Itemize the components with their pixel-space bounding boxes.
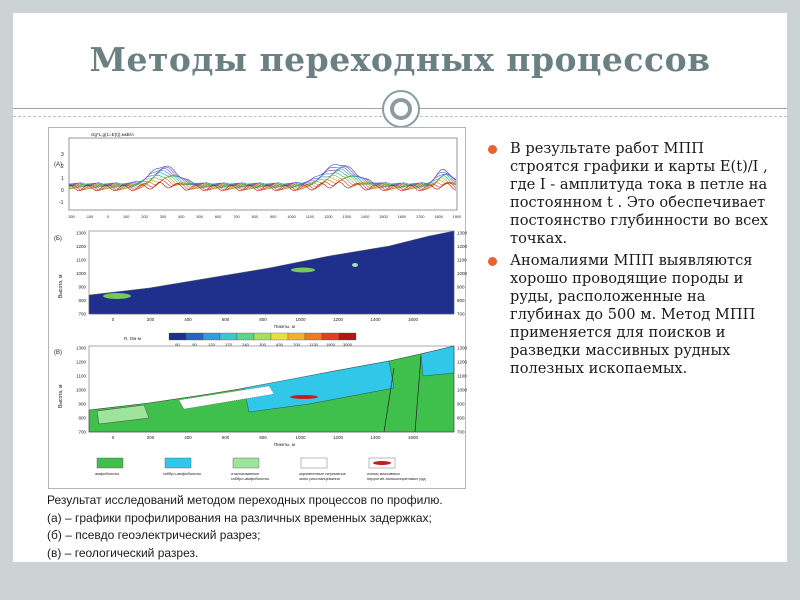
pseudo-anomaly-1: [103, 293, 131, 299]
caption-line: (а) – графики профилирования на различных временных задержках;: [47, 510, 432, 525]
ytick-right: 700: [457, 429, 465, 435]
panel-a-xtick: 1500: [379, 215, 388, 219]
svg-text:3: 3: [61, 152, 64, 158]
bullet-dot-icon: [488, 257, 497, 266]
colorbar-value: 120: [208, 342, 215, 347]
footer-bar: [13, 562, 787, 585]
ytick-left: 1300: [75, 345, 86, 351]
title-divider-dotted-left: [13, 116, 382, 117]
title-divider-left: [13, 108, 382, 109]
legend-swatch: [233, 458, 259, 468]
ytick-right: 1100: [457, 257, 467, 263]
ytick-right: 800: [457, 298, 465, 303]
xtick: 1400: [370, 435, 381, 440]
panel-b-xlabel: Пикеты, м: [274, 324, 296, 329]
panel-b-ylabel: Высота, м: [58, 274, 64, 298]
panel-a-xtick: 900: [270, 215, 277, 219]
svg-text:1: 1: [61, 176, 64, 182]
pseudo-anomaly-2: [291, 268, 315, 273]
panel-a-xtick: 1100: [305, 215, 315, 219]
ytick-right: 900: [457, 401, 465, 407]
panel-c-label: (В): [54, 350, 62, 356]
ytick-right: 900: [457, 284, 465, 290]
panel-c-xticks: [112, 435, 419, 440]
panel-a-xtick: 1000: [287, 215, 296, 219]
xtick: 800: [259, 317, 267, 322]
xtick: 600: [221, 435, 230, 440]
ytick-right: 1200: [457, 359, 468, 365]
colorbar-swatch: [271, 333, 288, 340]
ytick-right: 1300: [457, 345, 468, 351]
xtick: 1600: [407, 317, 419, 322]
panel-b-yticks-right: [457, 231, 468, 317]
caption-line: Результат исследований методом переходных процессов по профилю.: [47, 493, 443, 507]
xtick: 1400: [370, 317, 381, 322]
legend-ore-mark: [373, 461, 391, 465]
pseudo-anomaly-3: [352, 263, 358, 267]
ytick-left: 700: [78, 311, 86, 317]
colorbar-value: 3000: [343, 342, 352, 347]
svg-text:0: 0: [61, 188, 64, 194]
geology-legend: [95, 458, 426, 481]
legend-label: габбро-амфиболиты: [163, 471, 202, 476]
panel-a-xtick: 800: [251, 215, 258, 219]
geo-ore-lens: [290, 395, 318, 399]
title-divider-right: [420, 108, 787, 109]
colorbar-swatch: [339, 333, 356, 340]
panel-b-xticks: [112, 317, 419, 322]
profile-figure: [48, 127, 466, 489]
bullet-list: [488, 140, 773, 382]
xtick: 200: [146, 317, 155, 322]
svg-text:2: 2: [61, 164, 64, 170]
colorbar-swatch: [169, 333, 186, 340]
panel-a-curve: [69, 165, 456, 186]
colorbar-swatch: [203, 333, 220, 340]
colorbar-value: 170: [225, 342, 232, 347]
ytick-left: 800: [78, 415, 86, 421]
colorbar-value: 90: [192, 342, 197, 347]
legend-label: амфиболиты: [95, 471, 120, 476]
geo-gabbro-layer-2: [421, 346, 454, 376]
xtick: 0: [111, 435, 115, 440]
panel-a-plot-frame: [69, 138, 457, 210]
ytick-left: 700: [78, 429, 86, 435]
bullet-text: В результате работ МПП строятся графики и карты E(t)/I , где I - амплитуда тока в петле на постоянном t . Это обеспечивает постоянство глубинности во всех точках.: [510, 140, 769, 247]
colorbar-swatch: [254, 333, 271, 340]
colorbar-swatch: [288, 333, 305, 340]
panel-a-curve: [69, 166, 456, 185]
ytick-right: 1100: [457, 373, 467, 379]
ytick-left: 800: [78, 298, 86, 303]
legend-label: оталькованные габбро-амфиболиты: [231, 471, 270, 481]
panel-b-label: (Б): [54, 236, 62, 242]
panel-a-xtick: 0: [106, 215, 109, 219]
colorbar-swatch: [186, 333, 203, 340]
xtick: 1600: [407, 435, 419, 440]
bullet-text: Аномалиями МПП выявляются хорошо проводящие породы и руды, расположенные на глубинах до 500 м. Метод МПП применяется для поисков и разведки массивных рудных полезных ископаемых.: [510, 252, 756, 377]
bullet-item: [488, 252, 773, 378]
ytick-right: 1300: [457, 230, 468, 236]
panel-a-xtick: 1900: [452, 215, 462, 219]
ytick-left: 900: [78, 401, 86, 407]
panel-a-xtick: 500: [196, 215, 203, 219]
ytick-left: 1200: [75, 359, 86, 365]
panel-a-xtick: 200: [141, 215, 148, 219]
xtick: 400: [184, 317, 192, 322]
panel-a-ylabel: ctg*L,g(1=E(t)),мкВ/А: [91, 132, 134, 137]
ytick-right: 1000: [457, 271, 468, 276]
profile-figure-svg: [49, 128, 467, 490]
ytick-left: 1100: [76, 373, 86, 379]
panel-a-xtick: -300: [67, 215, 75, 219]
colorbar-value: 300: [259, 342, 266, 347]
panel-a-xtick: 700: [233, 215, 240, 219]
panel-a-xtick: 100: [122, 215, 130, 219]
colorbar-value: 700: [293, 342, 300, 347]
panel-c-yticks-right: [457, 346, 468, 435]
panel-c-xlabel: Пикеты, м: [274, 442, 296, 447]
caption-line: (б) – псевдо геоэлектрический разрез;: [47, 528, 261, 542]
resistivity-colorbar: [169, 333, 356, 347]
title-divider-dotted-right: [420, 116, 787, 117]
ytick-left: 1000: [75, 271, 86, 276]
ytick-left: 1300: [75, 230, 86, 236]
legend-swatch: [165, 458, 191, 468]
xtick: 400: [184, 435, 192, 440]
xtick: 200: [146, 435, 155, 440]
ytick-left: 1200: [75, 244, 86, 249]
legend-label: линзы массивных пирротин-халькопиритовых руд: [367, 471, 426, 481]
colorbar-value: 430: [276, 342, 283, 347]
colorbar-swatch: [220, 333, 237, 340]
bullet-dot-icon: [488, 145, 497, 154]
panel-a-xtick: 1400: [360, 215, 370, 219]
panel-a-curves: [69, 165, 456, 192]
legend-label: окремненные перемятые зоны рассланцевания: [299, 471, 346, 481]
xtick: 1000: [295, 317, 306, 322]
colorbar-value: 240: [242, 342, 249, 347]
panel-b-yticks: [76, 231, 87, 317]
panel-a-xtick: 300: [159, 215, 167, 219]
panel-a-xtick: 1600: [397, 215, 407, 219]
slide-title: Методы переходных процессов: [89, 40, 711, 79]
colorbar-swatch: [237, 333, 254, 340]
xtick: 1200: [332, 435, 344, 440]
xtick: 0: [111, 317, 115, 322]
panel-a-xtick: 400: [178, 215, 185, 219]
xtick: 1000: [295, 435, 306, 440]
ring-ornament-icon: [382, 90, 420, 128]
legend-swatch: [97, 458, 123, 468]
pseudo-section-body: [89, 231, 454, 314]
svg-text:-1: -1: [59, 200, 64, 206]
panel-a-xticks: [67, 215, 461, 219]
ytick-right: 1200: [457, 244, 468, 249]
xtick: 600: [221, 317, 230, 322]
colorbar-swatch: [305, 333, 322, 340]
xtick: 1200: [332, 317, 344, 322]
panel-c-yticks: [76, 346, 87, 435]
panel-a-xtick: 1200: [324, 215, 333, 219]
ytick-left: 1100: [76, 257, 86, 263]
ytick-right: 800: [457, 415, 465, 421]
colorbar-value: 1130: [309, 342, 318, 347]
ytick-right: 1000: [457, 387, 468, 393]
ytick-left: 1000: [75, 387, 86, 393]
caption-line: (в) – геологический разрез.: [47, 545, 199, 560]
panel-a-yticks: [59, 152, 64, 206]
colorbar-swatch: [322, 333, 339, 340]
xtick: 800: [259, 435, 267, 440]
figure-caption: [47, 492, 567, 562]
ytick-left: 900: [78, 284, 86, 290]
colorbar-value: 1900: [326, 342, 335, 347]
panel-a-xtick: 600: [214, 215, 222, 219]
bullet-item: [488, 140, 773, 248]
ytick-right: 700: [457, 311, 465, 317]
panel-c-ylabel: Высота, м: [58, 384, 64, 408]
legend-swatch: [301, 458, 327, 468]
colorbar-value: 60: [175, 342, 180, 347]
panel-a-xtick: -100: [85, 215, 94, 219]
panel-a-xtick: 1700: [416, 215, 425, 219]
panel-a-label: (А): [54, 162, 62, 168]
panel-a-xtick: 1800: [434, 215, 443, 219]
colorbar-label: R, Ом·м: [124, 336, 141, 341]
panel-a-xtick: 1300: [342, 215, 351, 219]
